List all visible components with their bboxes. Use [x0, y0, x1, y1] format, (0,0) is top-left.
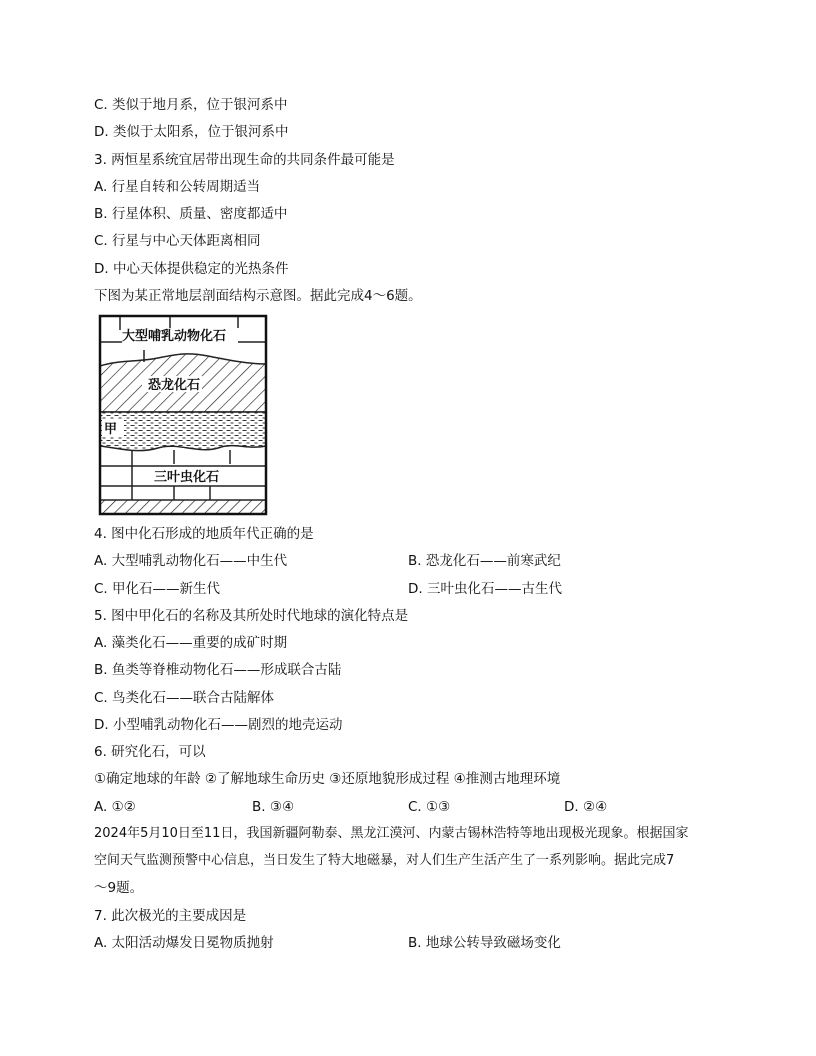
q4-option-d: D. 三叶虫化石——古生代	[408, 581, 562, 597]
q2-option-c: C. 类似于地月系，位于银河系中	[94, 97, 288, 113]
q3-stem: 3. 两恒星系统宜居带出现生命的共同条件最可能是	[94, 152, 395, 168]
q4-option-b: B. 恐龙化石——前寒武纪	[408, 553, 561, 569]
q7-stem: 7. 此次极光的主要成因是	[94, 908, 247, 924]
q2-option-d: D. 类似于太阳系，位于银河系中	[94, 124, 289, 140]
q4-option-c: C. 甲化石——新生代	[94, 581, 221, 597]
q5-option-d: D. 小型哺乳动物化石——剧烈的地壳运动	[94, 717, 343, 733]
intro-7-9-line3: ～9题。	[94, 880, 144, 896]
q5-stem: 5. 图中甲化石的名称及其所处时代地球的演化特点是	[94, 608, 409, 624]
q3-option-a: A. 行星自转和公转周期适当	[94, 179, 261, 195]
q4-stem: 4. 图中化石形成的地质年代正确的是	[94, 526, 314, 542]
label-mammal-fossil: 大型哺乳动物化石	[122, 329, 227, 344]
intro-7-9-line2: 空间天气监测预警中心信息，当日发生了特大地磁暴，对人们生产生活产生了一系列影响。据此完成7	[94, 853, 675, 868]
q6-option-a: A. ①②	[94, 799, 136, 815]
q5-option-a: A. 藻类化石——重要的成矿时期	[94, 635, 288, 651]
label-trilobite-fossil: 三叶虫化石	[154, 470, 220, 485]
q7-option-b: B. 地球公转导致磁场变化	[408, 935, 561, 951]
label-dinosaur-fossil: 恐龙化石	[148, 378, 201, 393]
q3-option-b: B. 行星体积、质量、密度都适中	[94, 206, 288, 222]
q7-option-a: A. 太阳活动爆发日冕物质抛射	[94, 935, 274, 951]
q6-items: ①确定地球的年龄 ②了解地球生命历史 ③还原地貌形成过程 ④推测古地理环境	[94, 771, 561, 787]
intro-7-9-line1: 2024年5月10日至11日，我国新疆阿勒泰、黑龙江漠河、内蒙古锡林浩特等地出现极光现象。根据国家	[94, 826, 689, 841]
q4-option-a: A. 大型哺乳动物化石——中生代	[94, 553, 288, 569]
q5-option-b: B. 鱼类等脊椎动物化石——形成联合古陆	[94, 662, 342, 678]
q6-option-d: D. ②④	[564, 799, 608, 815]
q3-option-d: D. 中心天体提供稳定的光热条件	[94, 261, 289, 277]
q3-option-c: C. 行星与中心天体距离相同	[94, 233, 261, 249]
intro-4-6: 下图为某正常地层剖面结构示意图。据此完成4～6题。	[94, 288, 422, 304]
q5-option-c: C. 鸟类化石——联合古陆解体	[94, 690, 275, 706]
q6-option-b: B. ③④	[252, 799, 295, 815]
label-jia: 甲	[104, 422, 118, 437]
q6-option-c: C. ①③	[408, 799, 451, 815]
strata-profile-figure	[98, 314, 268, 516]
q6-stem: 6. 研究化石，可以	[94, 744, 206, 760]
